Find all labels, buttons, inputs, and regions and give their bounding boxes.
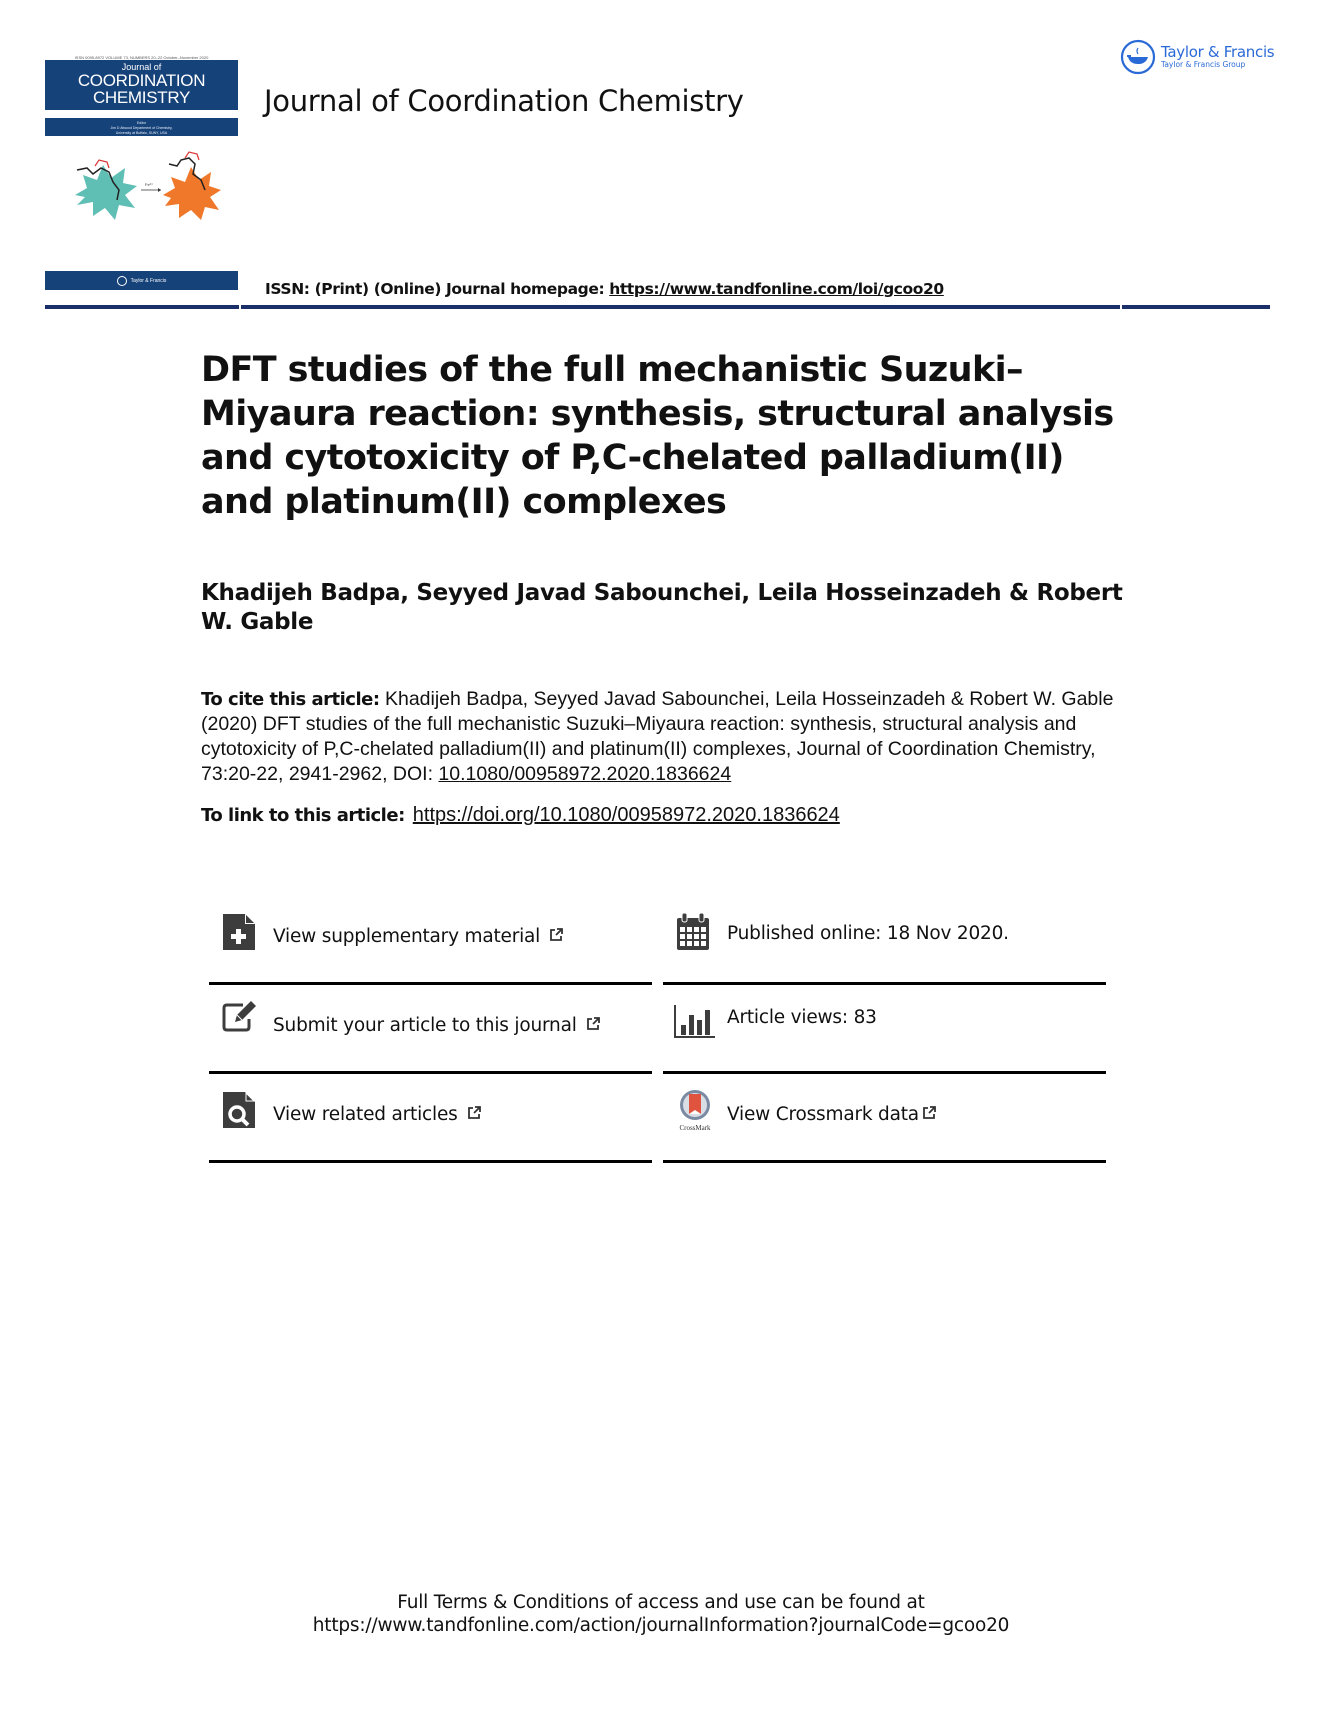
cover-journal-of: Journal of: [121, 62, 162, 72]
file-plus-icon: [221, 912, 257, 952]
cite-doi-link[interactable]: 10.1080/00958972.2020.1836624: [438, 763, 732, 785]
publisher-name: Taylor & Francis: [1161, 43, 1275, 61]
bar-chart-icon: [673, 1001, 717, 1041]
cover-editor-label: Editor: [136, 121, 147, 125]
article-title: DFT studies of the full mechanistic Suzuki–Miyaura reaction: synthesis, structural analysis and cytotoxicity of P,C-chelated palladium(II) and platinum(II) complexes: [201, 350, 1114, 522]
cover-publisher-icon: [117, 276, 127, 286]
cover-chemistry: CHEMISTRY: [92, 88, 191, 107]
journal-homepage-link[interactable]: https://www.tandfonline.com/loi/gcoo20: [609, 280, 944, 298]
article-link-line: [201, 804, 840, 827]
external-link-icon: [466, 1105, 482, 1121]
cover-publisher-band: [45, 271, 238, 290]
submit-article-label: Submit your article to this journal: [273, 1015, 601, 1036]
lamp-icon: [1120, 39, 1156, 75]
cite-text: Khadijeh Badpa, Seyyed Javad Sabounchei, Leila Hosseinzadeh & Robert W. Gable (2020) DFT studies of the full mechanistic Suzuki–Miyaura reaction: synthesis, structural analysis and cytotoxicity of P,C-chelated palladium(II) and platinum(II) complexes, Journal of Coordination Chemistry, 73:20-22, 2941-2962, DOI:: [201, 688, 1114, 785]
svg-text:Fe³⁺: Fe³⁺: [145, 182, 154, 187]
article-views-label: Article views: 83: [727, 1007, 877, 1028]
article-doi-link[interactable]: https://doi.org/10.1080/00958972.2020.1836624: [412, 804, 840, 826]
article-authors: Khadijeh Badpa, Seyyed Javad Sabounchei, Leila Hosseinzadeh & Robert W. Gable: [201, 580, 1123, 635]
header-divider: [45, 305, 1270, 309]
crossmark-icon: [675, 1088, 715, 1132]
svg-text:CrossMark: CrossMark: [679, 1124, 711, 1132]
header-divider-gap: [239, 305, 241, 309]
supplementary-material-link[interactable]: [209, 896, 652, 985]
terms-url[interactable]: https://www.tandfonline.com/action/journalInformation?journalCode=gcoo20: [312, 1615, 1010, 1636]
cover-editor-name: Jim D Atwood Department of Chemistry,: [110, 126, 173, 130]
published-online-label: Published online: 18 Nov 2020.: [727, 923, 1009, 944]
crossmark-label: View Crossmark data: [727, 1104, 937, 1125]
publisher-group: Taylor & Francis Group: [1161, 60, 1246, 69]
external-link-icon: [548, 927, 564, 943]
crossmark-link[interactable]: [663, 1074, 1106, 1163]
terms-footer: [0, 1591, 1322, 1637]
calendar-icon: [675, 912, 711, 952]
cover-publisher-name: Taylor & Francis: [130, 277, 167, 284]
file-search-icon: [221, 1090, 257, 1130]
link-label: To link to this article:: [201, 805, 405, 826]
citation-block: [201, 687, 1121, 787]
cover-chemistry-illustration: [65, 150, 225, 230]
article-views-info: [663, 985, 1106, 1074]
cite-label: To cite this article:: [201, 689, 380, 710]
header-divider-gap: [1120, 305, 1122, 309]
related-articles-label: View related articles: [273, 1104, 482, 1125]
external-link-icon: [921, 1105, 937, 1121]
publisher-logo[interactable]: [1120, 38, 1274, 76]
external-link-icon: [585, 1016, 601, 1032]
cover-coordination: COORDINATION: [77, 71, 206, 90]
submit-article-link[interactable]: [209, 985, 652, 1074]
cover-editor-band: [45, 118, 238, 136]
related-articles-link[interactable]: [209, 1074, 652, 1163]
edit-square-icon: [221, 997, 257, 1037]
published-online-info: [663, 896, 1106, 985]
cover-issn-line: ISSN 0095-8972 VOLUME 73, NUMBERS 20–22 October–November 2020: [74, 55, 209, 60]
cover-title-band: [45, 60, 238, 110]
journal-cover-thumbnail: [45, 50, 238, 292]
cover-editor-affiliation: University at Buffalo, SUNY, USA: [115, 131, 168, 135]
issn-label: ISSN: (Print) (Online) Journal homepage:: [265, 280, 610, 298]
issn-homepage-line: [265, 280, 944, 298]
journal-title: Journal of Coordination Chemistry: [264, 84, 744, 118]
supplementary-material-label: View supplementary material: [273, 926, 564, 947]
terms-line: Full Terms & Conditions of access and use can be found at: [397, 1592, 925, 1613]
